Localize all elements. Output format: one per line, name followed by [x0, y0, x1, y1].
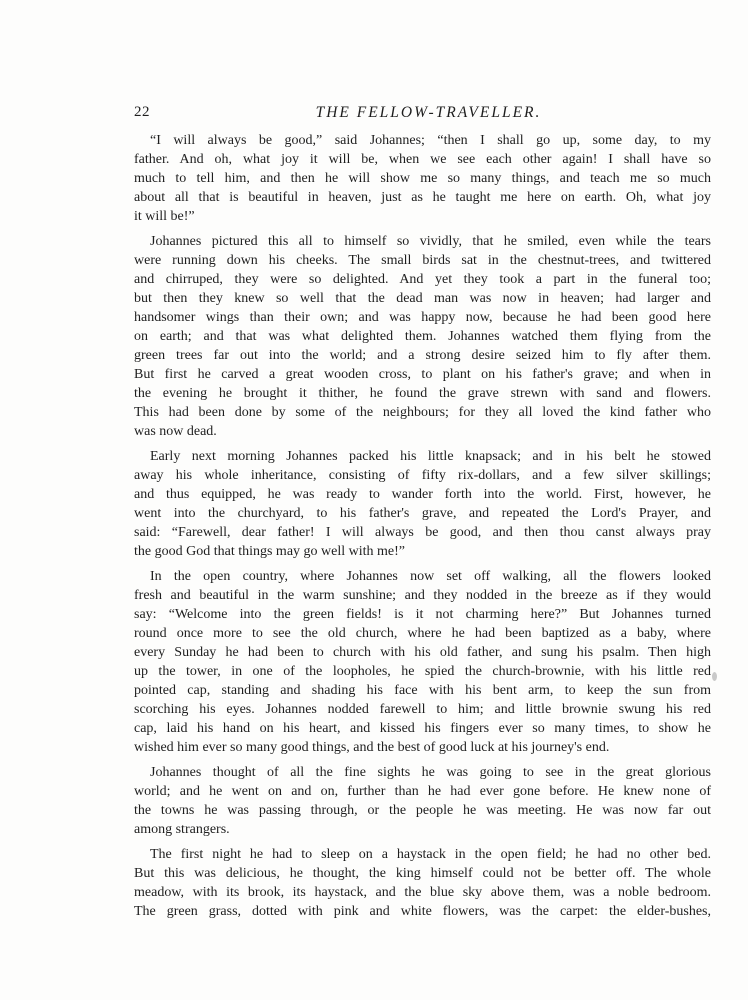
text-line: scorching his eyes. Johannes nodded farewell to him; and little brownie swung his red [134, 702, 711, 717]
page-number: 22 [134, 104, 150, 120]
text-line: round once more to see the old church, where he had been baptized as a baby, where [134, 626, 711, 641]
text-line: among strangers. [134, 822, 230, 837]
text-line: fresh and beautiful in the warm sunshine; and they nodded in the breeze as if they would [134, 588, 711, 603]
text-line: pointed cap, standing and shading his face with his bent arm, to keep the sun from [134, 683, 711, 698]
text-line: the towns he was passing through, or the people he was meeting. He was now far out [134, 803, 711, 818]
text-line: and thus equipped, he was ready to wander forth into the world. First, however, he [134, 487, 711, 502]
paragraph [134, 131, 711, 226]
text-line: wished him ever so many good things, and the best of good luck at his journey's end. [134, 740, 610, 755]
text-line: This had been done by some of the neighbours; for they all loved the kind father who [134, 405, 711, 420]
paper-speck [712, 672, 717, 681]
paragraph [134, 845, 711, 921]
text-line: “I will always be good,” said Johannes; “then I shall go up, some day, to my [150, 133, 711, 148]
text-line: In the open country, where Johannes now set off walking, all the flowers looked [150, 569, 711, 584]
text-line: every Sunday he had been to church with his old father, and sung his psalm. Then high [134, 645, 711, 660]
paragraph [134, 232, 711, 441]
text-line: but then they knew so well that the dead man was now in heaven; had larger and [134, 291, 711, 306]
text-line: cap, laid his hand on his heart, and kissed his fingers ever so many times, to show he [134, 721, 711, 736]
text-line: it will be!” [134, 209, 195, 224]
text-line: green trees far out into the world; and a strong desire seized him to fly after them. [134, 348, 711, 363]
text-line: father. And oh, what joy it will be, when we see each other again! I shall have so [134, 152, 711, 167]
paragraph [134, 567, 711, 757]
text-line: say: “Welcome into the green fields! is it not charming here?” But Johannes turned [134, 607, 711, 622]
text-line: meadow, with its brook, its haystack, and the blue sky above them, was a noble bedroom. [134, 885, 711, 900]
text-line: world; and he went on and on, further than he had ever gone before. He knew none of [134, 784, 711, 799]
body-text [134, 131, 711, 921]
text-line: went into the churchyard, to his father's grave, and repeated the Lord's Prayer, and [134, 506, 711, 521]
text-line: was now dead. [134, 424, 217, 439]
text-line: said: “Farewell, dear father! I will always be good, and then thou canst always pray [134, 525, 711, 540]
text-line: away his whole inheritance, consisting of fifty rix-dollars, and a few silver skillings; [134, 468, 711, 483]
text-line: But first he carved a great wooden cross, to plant on his father's grave; and when in [134, 367, 711, 382]
text-line: the evening he brought it thither, he found the grave strewn with sand and flowers. [134, 386, 711, 401]
text-line: Johannes thought of all the fine sights he was going to see in the great glorious [150, 765, 711, 780]
text-line: The green grass, dotted with pink and white flowers, was the carpet: the elder-bushes, [134, 904, 711, 919]
text-line: the good God that things may go well with me!” [134, 544, 406, 559]
text-line: much to tell him, and then he will show me so many things, and teach me so much [134, 171, 711, 186]
running-head [134, 104, 711, 128]
text-line: Johannes pictured this all to himself so vividly, that he smiled, even while the tears [150, 234, 711, 249]
text-line: up the tower, in one of the loopholes, he spied the church-brownie, with his little red [134, 664, 711, 679]
text-line: But this was delicious, he thought, the king himself could not be better off. The whole [134, 866, 711, 881]
text-line: Early next morning Johannes packed his little knapsack; and in his belt he stowed [150, 449, 711, 464]
text-line: about all that is beautiful in heaven, just as he taught me here on earth. Oh, what joy [134, 190, 711, 205]
paragraph [134, 447, 711, 561]
text-line: on earth; and that was what delighted them. Johannes watched them flying from the [134, 329, 711, 344]
text-line: were running down his cheeks. The small birds sat in the chestnut-trees, and twittered [134, 253, 711, 268]
text-line: and chirruped, they were so delighted. And yet they took a part in the funeral too; [134, 272, 711, 287]
text-line: handsomer wings than their own; and was happy now, because he had been good here [134, 310, 711, 325]
text-line: The first night he had to sleep on a haystack in the open field; he had no other bed. [150, 847, 711, 862]
paragraph [134, 763, 711, 839]
running-title: THE FELLOW-TRAVELLER. [315, 104, 542, 121]
